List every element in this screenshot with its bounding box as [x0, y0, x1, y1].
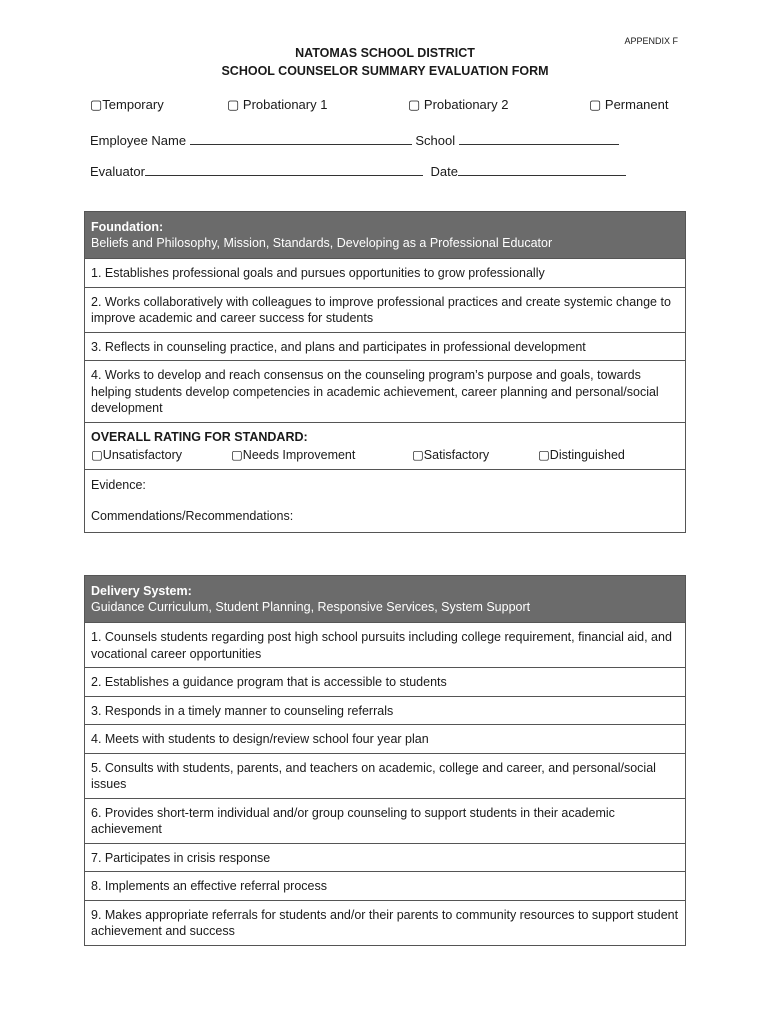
criterion-row: 3. Reflects in counseling practice, and plans and participates in professional development [85, 332, 685, 361]
employee-school-line [90, 132, 619, 148]
criterion-row: 2. Establishes a guidance program that is accessible to students [85, 667, 685, 696]
criterion-row: 3. Responds in a timely manner to counseling referrals [85, 696, 685, 725]
district-title: NATOMAS SCHOOL DISTRICT [295, 46, 475, 60]
section-header [85, 212, 685, 259]
criterion-row: 5. Consults with students, parents, and teachers on academic, college and career, and personal/social issues [85, 753, 685, 798]
section-title: Foundation: [91, 220, 164, 234]
section-title: Delivery System: [91, 584, 192, 598]
section-header [85, 576, 685, 623]
evidence-box[interactable] [85, 469, 685, 532]
employment-status-options [90, 97, 674, 115]
rating-unsatisfactory-checkbox[interactable]: ▢Unsatisfactory [91, 447, 183, 462]
appendix-label: APPENDIX F [624, 36, 678, 46]
employee-name-label: Employee Name [90, 133, 187, 148]
criterion-row: 4. Works to develop and reach consensus on the counseling program’s purpose and goals, towards helping students develop competencies in academic achievement, career planning and personal/social development [85, 360, 685, 422]
overall-rating-title: OVERALL RATING FOR STANDARD: [91, 429, 308, 444]
school-field[interactable] [459, 132, 619, 145]
criterion-row: 9. Makes appropriate referrals for students and/or their parents to community resources to support student achievement and success [85, 900, 685, 945]
status-probationary-1-checkbox[interactable]: ▢ Probationary 1 [227, 97, 328, 112]
status-permanent-checkbox[interactable]: ▢ Permanent [589, 97, 669, 112]
section-subtitle: Guidance Curriculum, Student Planning, Responsive Services, System Support [91, 600, 531, 614]
section-subtitle: Beliefs and Philosophy, Mission, Standards, Developing as a Professional Educator [91, 236, 553, 250]
criterion-row: 6. Provides short-term individual and/or group counseling to support students in their academic achievement [85, 798, 685, 843]
criterion-row: 4. Meets with students to design/review school four year plan [85, 724, 685, 753]
criterion-row: 7. Participates in crisis response [85, 843, 685, 872]
rating-options [91, 445, 679, 463]
date-field[interactable] [458, 163, 626, 176]
evaluator-field[interactable] [145, 163, 423, 176]
status-probationary-2-checkbox[interactable]: ▢ Probationary 2 [408, 97, 509, 112]
criterion-row: 2. Works collaboratively with colleagues to improve professional practices and create systemic change to improve academic and career success for students [85, 287, 685, 332]
delivery-system-section [84, 575, 686, 946]
foundation-section [84, 211, 686, 533]
status-temporary-checkbox[interactable]: ▢Temporary [90, 97, 164, 112]
employee-name-field[interactable] [190, 132, 412, 145]
criterion-row: 8. Implements an effective referral process [85, 871, 685, 900]
rating-satisfactory-checkbox[interactable]: ▢Satisfactory [412, 447, 490, 462]
commendations-label: Commendations/Recommendations: [91, 508, 294, 523]
rating-needs-improvement-checkbox[interactable]: ▢Needs Improvement [231, 447, 356, 462]
date-label: Date [430, 164, 459, 179]
criterion-row: 1. Establishes professional goals and pursues opportunities to grow professionally [91, 266, 545, 280]
evaluator-label: Evaluator [90, 164, 145, 179]
rating-distinguished-checkbox[interactable]: ▢Distinguished [538, 447, 625, 462]
evaluator-date-line [90, 163, 626, 179]
criterion-row: 1. Counsels students regarding post high school pursuits including college requirement, financial aid, and vocational career opportunities [91, 630, 672, 661]
overall-rating [85, 422, 685, 469]
form-title: SCHOOL COUNSELOR SUMMARY EVALUATION FORM [221, 64, 549, 78]
school-label: School [415, 133, 456, 148]
evidence-label: Evidence: [91, 477, 146, 492]
